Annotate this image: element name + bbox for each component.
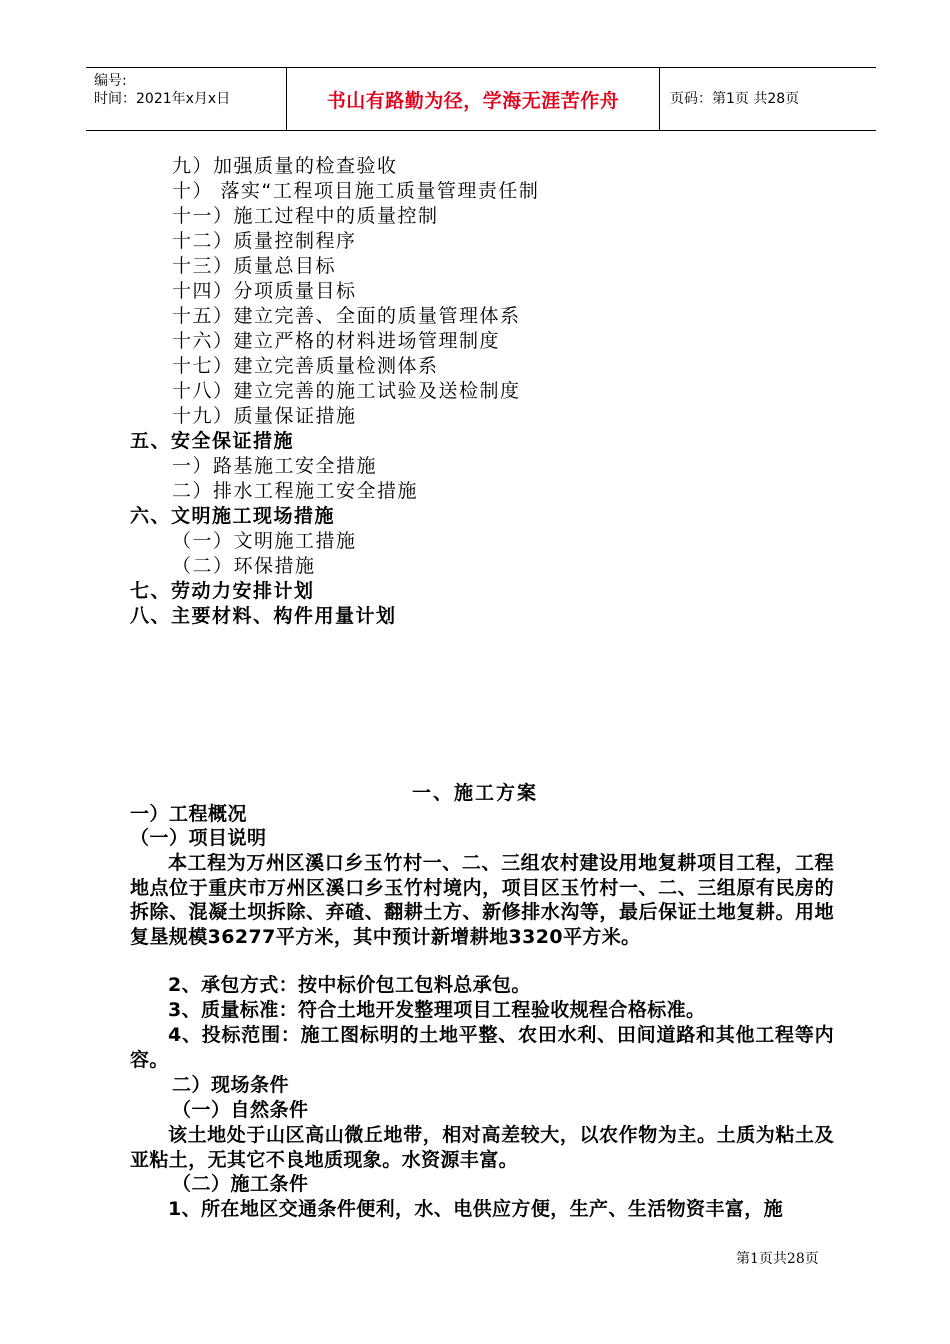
serial-label: 编号: [94, 73, 127, 89]
heading-natural-conditions: （一）自然条件 [172, 1099, 309, 1121]
heading-project-overview: 一）工程概况 [130, 803, 248, 825]
paragraph-contract-mode: 2、承包方式：按中标价包工包料总承包。 [168, 974, 531, 996]
toc-item: （二）环保措施 [172, 555, 316, 577]
toc-item: 十三）质量总目标 [172, 255, 337, 277]
heading-project-description: （一）项目说明 [130, 827, 267, 849]
toc-item: 十八）建立完善的施工试验及送检制度 [172, 380, 521, 402]
header-motto-cell [287, 68, 660, 130]
paragraph-bid-scope: 4、投标范围：施工图标明的土地平整、农田水利、田间道路和其他工程等内容。 [130, 1024, 834, 1071]
paragraph-natural-conditions: 该土地处于山区高山微丘地带，相对高差较大，以农作物为主。土质为粘土及亚粘土，无其它不良地质现象。水资源丰富。 [130, 1124, 834, 1171]
toc-section-6: 六、文明施工现场措施 [130, 505, 336, 527]
paragraph-project-intro: 本工程为万州区溪口乡玉竹村一、二、三组农村建设用地复耕项目工程，工程地点位于重庆市万州区溪口乡玉竹村境内，项目区玉竹村一、二、三组原有民房的拆除、混凝土坝拆除、弃碴、翻耕土方、新修排水沟等，最后保证土地复耕。用地复垦规模36277平方米，其中预计新增耕地3320平方米。 [130, 852, 834, 948]
page-footer: 第1页共28页 [736, 1251, 819, 1267]
toc-section-8: 八、主要材料、构件用量计划 [130, 605, 397, 627]
page-header [86, 67, 876, 131]
toc-item: 二）排水工程施工安全措施 [172, 480, 419, 502]
toc-item: 十一）施工过程中的质量控制 [172, 205, 439, 227]
toc-section-7: 七、劳动力安排计划 [130, 580, 315, 602]
toc-item: 十九）质量保证措施 [172, 405, 357, 427]
toc-item: 一）路基施工安全措施 [172, 455, 378, 477]
header-page-info: 页码：第1页 共28页 [670, 91, 800, 107]
heading-construction-conditions: （二）施工条件 [172, 1173, 309, 1195]
header-page-cell [660, 68, 876, 130]
toc-item: 十六）建立严格的材料进场管理制度 [172, 330, 501, 352]
header-meta-cell [86, 68, 287, 130]
header-motto: 书山有路勤为径，学海无涯苦作舟 [326, 89, 620, 112]
paragraph-construction-conditions: 1、所在地区交通条件便利，水、电供应方便，生产、生活物资丰富，施 [168, 1198, 784, 1220]
time-label: 时间：2021年x月x日 [94, 91, 231, 107]
toc-item: （一）文明施工措施 [172, 530, 357, 552]
toc-item: 九）加强质量的检查验收 [172, 155, 398, 177]
heading-site-conditions: 二）现场条件 [172, 1074, 290, 1096]
toc-item: 十二）质量控制程序 [172, 230, 357, 252]
toc-item: 十五）建立完善、全面的质量管理体系 [172, 305, 521, 327]
toc-item: 十四）分项质量目标 [172, 280, 357, 302]
toc-item: 十） 落实“工程项目施工质量管理责任制 [172, 180, 540, 202]
toc-item: 十七）建立完善质量检测体系 [172, 355, 439, 377]
section-title: 一、施工方案 [411, 782, 538, 804]
paragraph-quality-standard: 3、质量标准：符合土地开发整理项目工程验收规程合格标准。 [168, 999, 706, 1021]
toc-section-5: 五、安全保证措施 [130, 430, 295, 452]
